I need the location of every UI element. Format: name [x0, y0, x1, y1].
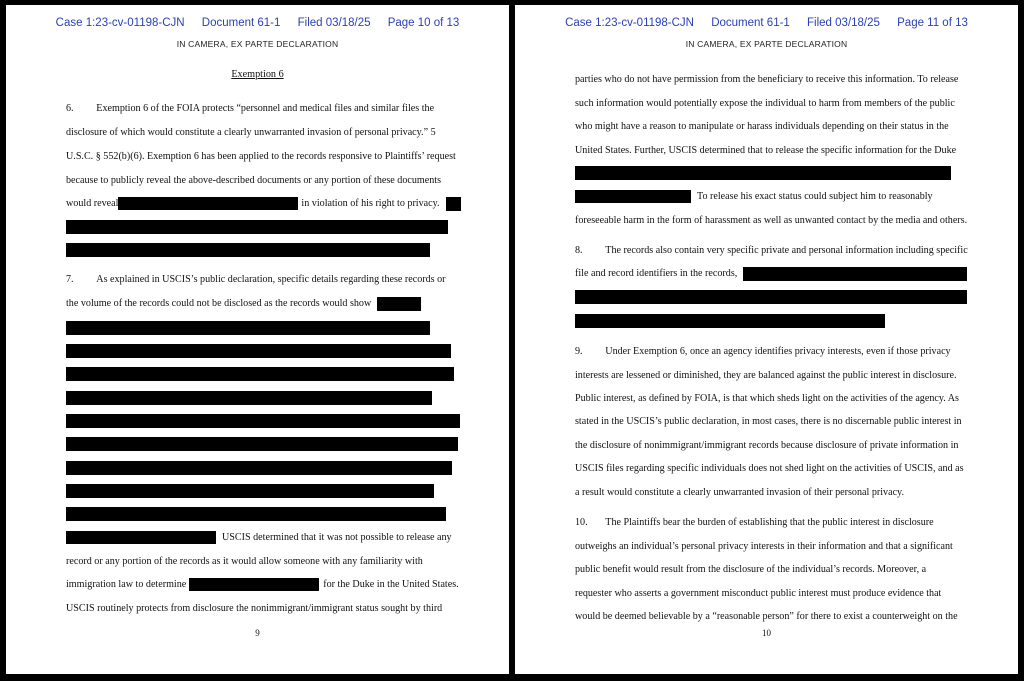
text-line: 6. Exemption 6 of the FOIA protects “personnel and medical files and similar files the: [66, 103, 435, 114]
text-line: disclosure of which would constitute a clearly unwarranted invasion of personal privacy.” 5: [66, 127, 436, 138]
text-line: United States. Further, USCIS determined that to release the specific information for the Duke: [575, 145, 957, 156]
redaction-box: [575, 190, 691, 203]
page-number: 10: [762, 628, 771, 638]
redaction-box: [575, 314, 885, 328]
filed-date: Filed 03/18/25: [807, 17, 880, 29]
text-line: a result would constitute a clearly unwarranted invasion of their personal privacy.: [575, 487, 904, 498]
text-line: [66, 578, 459, 592]
declaration-subheader: IN CAMERA, EX PARTE DECLARATION: [176, 39, 339, 49]
redaction-box: [189, 578, 319, 591]
text-line: USCIS files regarding specific individuals does not shed light on the activities of USCIS, and as: [575, 463, 964, 474]
case-number: Case 1:23-cv-01198-CJN: [565, 17, 694, 29]
text-line: public benefit would result from the disclosure of the individual’s records. Moreover, a: [575, 564, 927, 575]
text-line: 8. The records also contain very specific private and personal information including specific: [575, 245, 968, 256]
redaction-box: [575, 290, 967, 304]
ecf-header: [6, 17, 509, 29]
text-line: record or any portion of the records as it would allow someone with any familiarity with: [66, 556, 423, 567]
section-heading: Exemption 6: [231, 69, 284, 80]
text-line: stated in the USCIS’s public declaration, in most cases, there is no discernable public interest in: [575, 416, 962, 427]
page-count: Page 10 of 13: [387, 17, 460, 29]
text-line: requester who asserts a government misconduct public interest must produce evidence that: [575, 588, 942, 599]
redaction-box: [66, 344, 451, 358]
text-line: parties who do not have permission from the beneficiary to receive this information. To release: [575, 74, 959, 85]
redaction-box: [66, 507, 446, 521]
case-number: Case 1:23-cv-01198-CJN: [55, 17, 185, 29]
redaction-box: [743, 267, 967, 281]
redaction-box: [66, 461, 452, 475]
text-line: 10. The Plaintiffs bear the burden of establishing that the public interest in disclosure: [575, 517, 934, 528]
text-line: foreseeable harm in the form of harassment as well as unwanted contact by the media and others.: [575, 215, 968, 226]
text-line: because to publicly reveal the above-described documents or any portion of these documents: [66, 175, 442, 186]
page-number: 9: [255, 628, 260, 638]
text-line: the disclosure of nonimmigrant/immigrant records because disclosure of private information in: [575, 440, 959, 451]
text-line: Public interest, as defined by FOIA, is that which sheds light on the activities of the agency. As: [575, 393, 959, 404]
text-line: [66, 197, 440, 211]
redaction-box: [66, 437, 458, 451]
page-count: Page 11 of 13: [897, 17, 968, 29]
text-fragment: immigration law to determine: [66, 579, 187, 590]
redaction-box: [377, 297, 421, 311]
ecf-header: [515, 17, 1018, 29]
text-line: such information would potentially expose the individual to harm from members of the public: [575, 98, 955, 109]
left-page: [6, 5, 509, 674]
redaction-box: [66, 220, 448, 234]
text-line: U.S.C. § 552(b)(6). Exemption 6 has been applied to the records responsive to Plaintiffs’ request: [66, 151, 456, 162]
text-line: the volume of the records could not be disclosed as the records would show: [66, 298, 372, 309]
text-line: file and record identifiers in the records,: [575, 268, 738, 279]
text-line: who might have a reason to manipulate or harass individuals depending on their status in the: [575, 121, 949, 132]
text-fragment: in violation of his right to privacy.: [301, 198, 440, 209]
redaction-box: [66, 414, 460, 428]
text-fragment: would reveal: [66, 198, 119, 209]
redaction-box: [446, 197, 461, 211]
redaction-box: [66, 531, 216, 544]
redaction-box: [66, 321, 430, 335]
document-number: Document 61-1: [201, 17, 281, 29]
text-line: 9. Under Exemption 6, once an agency identifies privacy interests, even if those privacy: [575, 346, 951, 357]
text-line: USCIS routinely protects from disclosure the nonimmigrant/immigrant status sought by third: [66, 603, 443, 614]
text-line: 7. As explained in USCIS’s public declaration, specific details regarding these records or: [66, 274, 446, 285]
text-line: would be deemed believable by a “reasonable person” for there to exist a counterweight on the: [575, 611, 958, 622]
redaction-box: [575, 166, 951, 180]
redaction-box: [66, 391, 432, 405]
text-line: [575, 190, 933, 204]
text-line: [66, 531, 452, 545]
text-fragment: To release his exact status could subject him to reasonably: [697, 191, 933, 202]
redaction-box: [66, 243, 430, 257]
right-page: [515, 5, 1018, 674]
redaction-box: [66, 367, 454, 381]
document-number: Document 61-1: [711, 17, 790, 29]
filed-date: Filed 03/18/25: [297, 17, 371, 29]
text-fragment: for the Duke in the United States.: [323, 579, 459, 590]
redaction-box: [66, 484, 434, 498]
text-line: outweighs an individual’s personal privacy interests in their information and that a significant: [575, 541, 953, 552]
declaration-subheader: IN CAMERA, EX PARTE DECLARATION: [685, 39, 848, 49]
text-line: interests are lessened or diminished, they are balanced against the public interest in disclosure.: [575, 370, 957, 381]
redaction-box: [118, 197, 298, 210]
text-fragment: USCIS determined that it was not possible to release any: [222, 532, 452, 543]
